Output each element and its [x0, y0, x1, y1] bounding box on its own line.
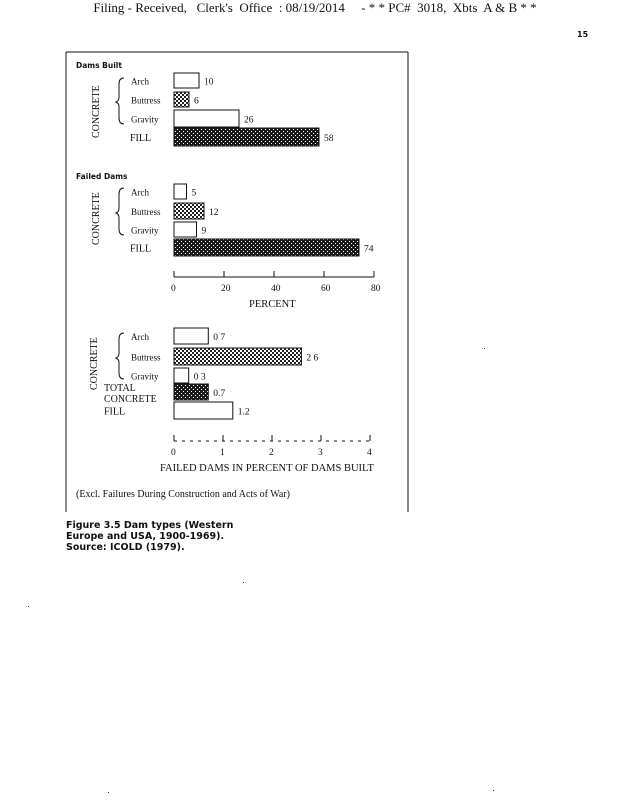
category-label-1-2: Gravity	[131, 114, 159, 125]
brace-2	[116, 188, 124, 235]
caption-line-1: Figure 3.5 Dam types (Western	[66, 520, 234, 531]
bar-3-total-concrete	[174, 384, 208, 400]
value-label-3-0: 0 7	[213, 333, 226, 343]
failed-dams-title: Failed Dams	[76, 172, 128, 181]
category-label-3-3-0: TOTAL	[104, 383, 136, 394]
category-label-3-4: FILL	[104, 406, 126, 418]
x-tick-label-2-4: 80	[371, 284, 381, 294]
value-label-1-3: 58	[324, 134, 334, 144]
x-axis-title-2: PERCENT	[249, 299, 296, 310]
category-label-1-0: Arch	[131, 76, 149, 87]
scan-speck	[493, 790, 494, 791]
scan-speck	[108, 792, 109, 793]
concrete-label-2: CONCRETE	[91, 192, 102, 245]
bar-2-gravity	[174, 222, 197, 237]
category-label-3-1: Buttress	[131, 352, 161, 363]
value-label-1-1: 6	[194, 96, 199, 107]
x-tick-label-3-2: 2	[269, 448, 274, 458]
x-tick-label-3-4: 4	[367, 448, 372, 458]
bar-3-arch	[174, 328, 208, 344]
concrete-label-3: CONCRETE	[89, 337, 100, 390]
category-label-1-3: FILL	[130, 133, 152, 144]
value-label-1-2: 26	[244, 115, 254, 126]
bar-1-buttress	[174, 92, 189, 107]
bar-2-buttress	[174, 203, 204, 219]
x-tick-label-3-1: 1	[220, 448, 225, 458]
category-label-3-2: Gravity	[131, 371, 159, 382]
value-label-3-3: 0.7	[213, 389, 226, 399]
x-tick-label-2-1: 20	[221, 284, 231, 294]
page-number: 15	[577, 30, 589, 39]
bar-1-gravity	[174, 110, 239, 127]
bar-1-arch	[174, 73, 199, 88]
value-label-3-2: 0 3	[193, 372, 206, 383]
figure-caption	[66, 520, 266, 553]
category-label-2-1: Buttress	[131, 207, 161, 217]
x-tick-label-3-0: 0	[171, 448, 176, 458]
bar-3-gravity	[174, 368, 189, 383]
bar-3-buttress	[174, 348, 301, 365]
scan-speck	[28, 606, 29, 607]
brace-3	[116, 333, 124, 379]
value-label-2-0: 5	[191, 188, 197, 199]
value-label-3-1: 2 6	[306, 353, 319, 364]
brace-1	[116, 78, 124, 124]
value-label-2-2: 9	[201, 226, 207, 237]
bar-2-arch	[174, 184, 187, 199]
category-label-2-2: Gravity	[131, 225, 159, 236]
category-label-2-3: FILL	[130, 243, 152, 255]
x-tick-label-2-2: 40	[271, 284, 281, 294]
concrete-label-1: CONCRETE	[91, 85, 102, 138]
x-tick-label-2-0: 0	[171, 284, 176, 294]
dams-built-title: Dams Built	[76, 61, 122, 70]
scan-speck	[484, 348, 485, 349]
caption-line-2: Europe and USA, 1900-1969).	[66, 531, 225, 542]
value-label-3-4: 1.2	[237, 407, 250, 418]
scan-speck	[243, 582, 244, 583]
filing-header: Filing - Received, Clerk's Office : 08/19/2014 - * * PC# 3018, Xbts A & B * *	[93, 0, 537, 15]
bar-2-fill	[174, 239, 359, 256]
bar-3-fill	[174, 402, 233, 419]
caption-line-3: Source: ICOLD (1979).	[66, 542, 185, 553]
x-tick-label-3-3: 3	[318, 448, 323, 458]
value-label-2-3: 74	[364, 244, 374, 255]
category-label-3-0: Arch	[131, 332, 149, 342]
category-label-2-0: Arch	[131, 187, 149, 198]
figure-footnote: (Excl. Failures During Construction and Acts of War)	[76, 489, 290, 500]
category-label-3-3-1: CONCRETE	[104, 394, 157, 405]
bar-1-fill	[174, 128, 319, 146]
x-axis-title-3: FAILED DAMS IN PERCENT OF DAMS BUILT	[160, 463, 374, 474]
x-tick-label-2-3: 60	[321, 284, 331, 294]
category-label-1-1: Buttress	[131, 95, 161, 106]
value-label-1-0: 10	[204, 77, 214, 88]
value-label-2-1: 12	[209, 208, 219, 218]
